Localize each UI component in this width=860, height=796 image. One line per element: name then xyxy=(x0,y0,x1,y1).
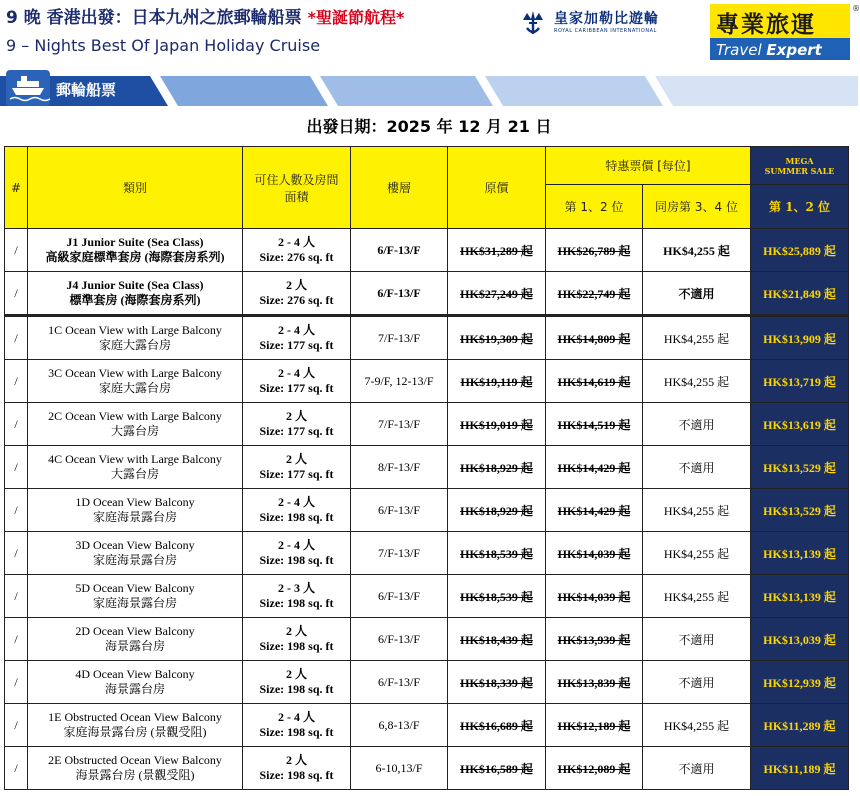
category-chinese: 家庭海景露台房 xyxy=(92,596,177,610)
mega-sale-price: HK$11,289 起 xyxy=(751,704,849,747)
title-english: 9 – Nights Best Of Japan Holiday Cruise xyxy=(6,36,321,55)
section-banner xyxy=(0,70,858,108)
ship-badge xyxy=(6,70,50,106)
deck-range: 7/F-13/F xyxy=(351,403,448,446)
special-price-guests-1-2: HK$14,429 起 xyxy=(546,446,643,489)
row-number: / xyxy=(5,360,28,403)
row-number: / xyxy=(5,403,28,446)
room-category xyxy=(28,272,243,316)
special-price-guests-3-4: HK$4,255 起 xyxy=(643,532,751,575)
mega-sale-price: HK$13,719 起 xyxy=(751,360,849,403)
original-price: HK$18,929 起 xyxy=(448,489,546,532)
table-row xyxy=(5,316,849,360)
row-number: / xyxy=(5,704,28,747)
category-english: 2E Obstructed Ocean View Balcony xyxy=(48,753,222,767)
category-chinese: 海景露台房 xyxy=(104,682,165,696)
agency-logo-chinese: 專業旅運 xyxy=(716,12,816,38)
category-english: 5D Ocean View Balcony xyxy=(75,581,195,595)
mega-sale-price: HK$13,619 起 xyxy=(751,403,849,446)
category-english: J1 Junior Suite (Sea Class) xyxy=(66,235,204,249)
table-row xyxy=(5,575,849,618)
mega-sale-price: HK$12,939 起 xyxy=(751,661,849,704)
category-english: J4 Junior Suite (Sea Class) xyxy=(66,278,204,292)
room-category xyxy=(28,229,243,272)
occupancy-people: 2 - 4 人 xyxy=(278,538,315,552)
special-price-guests-3-4: 不適用 xyxy=(643,747,751,790)
occupancy-size xyxy=(243,704,351,747)
mega-sale-price: HK$13,139 起 xyxy=(751,575,849,618)
original-price: HK$19,119 起 xyxy=(448,360,546,403)
category-chinese: 家庭海景露台房 xyxy=(92,553,177,567)
category-english: 1E Obstructed Ocean View Balcony xyxy=(48,710,222,724)
room-size: Size: 198 sq. ft xyxy=(259,682,334,696)
original-price: HK$18,339 起 xyxy=(448,661,546,704)
room-size: Size: 276 sq. ft xyxy=(259,250,334,264)
room-size: Size: 198 sq. ft xyxy=(259,768,334,782)
row-number: / xyxy=(5,575,28,618)
occupancy-people: 2 人 xyxy=(285,667,307,681)
table-row xyxy=(5,446,849,489)
occupancy-people: 2 - 4 人 xyxy=(278,710,315,724)
occupancy-size xyxy=(243,229,351,272)
occupancy-size xyxy=(243,575,351,618)
mega-sale-price: HK$21,849 起 xyxy=(751,272,849,316)
cruise-logo-subtitle: ROYAL CARIBBEAN INTERNATIONAL xyxy=(554,28,657,34)
occupancy-people: 2 人 xyxy=(285,278,307,292)
category-chinese: 海景露台房 (景觀受阻) xyxy=(75,768,195,782)
mega-sale-price: HK$11,189 起 xyxy=(751,747,849,790)
registered-mark: ® xyxy=(852,4,860,13)
occupancy-size xyxy=(243,272,351,316)
occupancy-people: 2 - 3 人 xyxy=(278,581,315,595)
row-number: / xyxy=(5,661,28,704)
table-row xyxy=(5,489,849,532)
room-category xyxy=(28,489,243,532)
special-price-guests-3-4: HK$4,255 起 xyxy=(643,704,751,747)
original-price: HK$16,689 起 xyxy=(448,704,546,747)
category-chinese: 家庭海景露台房 xyxy=(92,510,177,524)
deck-range: 6,8-13/F xyxy=(351,704,448,747)
special-price-guests-1-2: HK$14,429 起 xyxy=(546,489,643,532)
category-english: 1C Ocean View with Large Balcony xyxy=(48,323,222,337)
special-price-guests-3-4: 不適用 xyxy=(643,272,751,316)
special-price-guests-3-4: 不適用 xyxy=(643,618,751,661)
special-price-guests-1-2: HK$26,789 起 xyxy=(546,229,643,272)
original-price: HK$18,539 起 xyxy=(448,575,546,618)
header-special-guests-1-2: 第 1、2 位 xyxy=(546,185,643,229)
occupancy-people: 2 - 4 人 xyxy=(278,323,315,337)
mega-sale-price: HK$25,889 起 xyxy=(751,229,849,272)
category-chinese: 標準套房 (海際套房系列) xyxy=(69,293,201,307)
deck-range: 8/F-13/F xyxy=(351,446,448,489)
occupancy-size xyxy=(243,316,351,360)
table-row xyxy=(5,272,849,316)
category-english: 4C Ocean View with Large Balcony xyxy=(48,452,222,466)
special-price-guests-1-2: HK$14,039 起 xyxy=(546,575,643,618)
room-category xyxy=(28,316,243,360)
room-size: Size: 198 sq. ft xyxy=(259,725,334,739)
original-price: HK$19,019 起 xyxy=(448,403,546,446)
room-category xyxy=(28,532,243,575)
original-price: HK$18,929 起 xyxy=(448,446,546,489)
special-price-guests-1-2: HK$12,089 起 xyxy=(546,747,643,790)
occupancy-people: 2 人 xyxy=(285,452,307,466)
deck-range: 6-10,13/F xyxy=(351,747,448,790)
room-size: Size: 198 sq. ft xyxy=(259,596,334,610)
category-chinese: 家庭大露台房 xyxy=(98,381,171,395)
room-category xyxy=(28,403,243,446)
room-category xyxy=(28,360,243,403)
room-size: Size: 198 sq. ft xyxy=(259,510,334,524)
special-price-guests-3-4: HK$4,255 起 xyxy=(643,229,751,272)
special-price-guests-3-4: HK$4,255 起 xyxy=(643,360,751,403)
deck-range: 6/F-13/F xyxy=(351,575,448,618)
header-special-price: 特惠票價 [每位] xyxy=(546,147,751,185)
room-size: Size: 276 sq. ft xyxy=(259,293,334,307)
occupancy-size xyxy=(243,403,351,446)
special-price-guests-1-2: HK$22,749 起 xyxy=(546,272,643,316)
room-size: Size: 177 sq. ft xyxy=(259,467,334,481)
occupancy-size xyxy=(243,661,351,704)
special-price-guests-1-2: HK$14,809 起 xyxy=(546,316,643,360)
category-chinese: 家庭大露台房 xyxy=(98,338,171,352)
category-english: 1D Ocean View Balcony xyxy=(75,495,195,509)
deck-range: 7/F-13/F xyxy=(351,316,448,360)
room-category xyxy=(28,446,243,489)
row-number: / xyxy=(5,272,28,316)
agency-logo-travel: Travel xyxy=(716,41,762,59)
crown-anchor-icon xyxy=(518,8,548,38)
special-price-guests-1-2: HK$14,519 起 xyxy=(546,403,643,446)
royal-caribbean-logo xyxy=(518,8,678,38)
special-price-guests-3-4: HK$4,255 起 xyxy=(643,316,751,360)
deck-range: 6/F-13/F xyxy=(351,229,448,272)
row-number: / xyxy=(5,229,28,272)
table-row xyxy=(5,360,849,403)
deck-range: 6/F-13/F xyxy=(351,272,448,316)
special-price-guests-3-4: HK$4,255 起 xyxy=(643,575,751,618)
original-price: HK$19,309 起 xyxy=(448,316,546,360)
mega-sale-price: HK$13,529 起 xyxy=(751,446,849,489)
table-row xyxy=(5,747,849,790)
occupancy-size xyxy=(243,618,351,661)
room-category xyxy=(28,575,243,618)
header-deck: 樓層 xyxy=(351,147,448,229)
room-category xyxy=(28,747,243,790)
special-price-guests-1-2: HK$13,939 起 xyxy=(546,618,643,661)
departure-date: 出發日期：2025 年 12 月 21 日 xyxy=(306,117,552,136)
room-size: Size: 177 sq. ft xyxy=(259,424,334,438)
title-chinese-text: 9 晚 香港出發：日本九州之旅郵輪船票 xyxy=(6,8,302,28)
occupancy-people: 2 人 xyxy=(285,624,307,638)
header-mega-sale: MEGA SUMMER SALE xyxy=(751,147,849,185)
special-price-guests-1-2: HK$14,039 起 xyxy=(546,532,643,575)
agency-logo-expert: Expert xyxy=(766,41,822,59)
header-special-guests-3-4: 同房第 3、4 位 xyxy=(643,185,751,229)
original-price: HK$18,439 起 xyxy=(448,618,546,661)
room-size: Size: 177 sq. ft xyxy=(259,381,334,395)
row-number: / xyxy=(5,316,28,360)
agency-logo-english xyxy=(716,41,822,59)
occupancy-size xyxy=(243,489,351,532)
page-header xyxy=(0,0,858,68)
category-english: 3D Ocean View Balcony xyxy=(75,538,195,552)
special-price-guests-3-4: 不適用 xyxy=(643,403,751,446)
table-row xyxy=(5,532,849,575)
fare-table xyxy=(4,146,849,790)
row-number: / xyxy=(5,446,28,489)
occupancy-people: 2 - 4 人 xyxy=(278,366,315,380)
deck-range: 6/F-13/F xyxy=(351,489,448,532)
room-size: Size: 198 sq. ft xyxy=(259,553,334,567)
table-row xyxy=(5,403,849,446)
header-mega-guests-1-2: 第 1、2 位 xyxy=(751,185,849,229)
category-chinese: 高級家庭標準套房 (海際套房系列) xyxy=(45,250,225,264)
cruise-ship-icon xyxy=(6,70,50,106)
banner-label: 郵輪船票 xyxy=(56,81,117,99)
mega-sale-price: HK$13,139 起 xyxy=(751,532,849,575)
occupancy-people: 2 - 4 人 xyxy=(278,235,315,249)
row-number: / xyxy=(5,489,28,532)
title-chinese xyxy=(6,3,404,28)
room-size: Size: 177 sq. ft xyxy=(259,338,334,352)
header-occupancy: 可住人數及房間面積 xyxy=(243,147,351,229)
occupancy-size xyxy=(243,446,351,489)
occupancy-size xyxy=(243,747,351,790)
original-price: HK$18,539 起 xyxy=(448,532,546,575)
cruise-logo-name: 皇家加勒比遊輪 xyxy=(554,11,659,27)
fare-table-body xyxy=(5,229,849,790)
occupancy-people: 2 - 4 人 xyxy=(278,495,315,509)
table-row xyxy=(5,704,849,747)
room-category xyxy=(28,618,243,661)
special-price-guests-1-2: HK$12,189 起 xyxy=(546,704,643,747)
header-num: # xyxy=(5,147,28,229)
category-english: 3C Ocean View with Large Balcony xyxy=(48,366,222,380)
banner-stripes xyxy=(0,70,858,108)
occupancy-people: 2 人 xyxy=(285,409,307,423)
original-price: HK$31,289 起 xyxy=(448,229,546,272)
deck-range: 6/F-13/F xyxy=(351,661,448,704)
table-row xyxy=(5,661,849,704)
row-number: / xyxy=(5,747,28,790)
category-english: 2D Ocean View Balcony xyxy=(75,624,195,638)
category-english: 4D Ocean View Balcony xyxy=(75,667,195,681)
room-category xyxy=(28,704,243,747)
header-category: 類別 xyxy=(28,147,243,229)
category-english: 2C Ocean View with Large Balcony xyxy=(48,409,222,423)
table-row xyxy=(5,618,849,661)
mega-sale-price: HK$13,039 起 xyxy=(751,618,849,661)
deck-range: 6/F-13/F xyxy=(351,618,448,661)
travel-expert-logo xyxy=(710,4,860,59)
special-price-guests-3-4: HK$4,255 起 xyxy=(643,489,751,532)
category-chinese: 大露台房 xyxy=(110,467,159,481)
original-price: HK$16,589 起 xyxy=(448,747,546,790)
special-price-guests-1-2: HK$14,619 起 xyxy=(546,360,643,403)
occupancy-people: 2 人 xyxy=(285,753,307,767)
mega-sale-price: HK$13,909 起 xyxy=(751,316,849,360)
deck-range: 7-9/F, 12-13/F xyxy=(351,360,448,403)
category-chinese: 家庭海景露台房 (景觀受阻) xyxy=(63,725,207,739)
header-original-price: 原價 xyxy=(448,147,546,229)
special-price-guests-3-4: 不適用 xyxy=(643,446,751,489)
special-price-guests-1-2: HK$13,839 起 xyxy=(546,661,643,704)
deck-range: 7/F-13/F xyxy=(351,532,448,575)
original-price: HK$27,249 起 xyxy=(448,272,546,316)
room-category xyxy=(28,661,243,704)
occupancy-size xyxy=(243,360,351,403)
special-price-guests-3-4: 不適用 xyxy=(643,661,751,704)
mega-sale-price: HK$13,529 起 xyxy=(751,489,849,532)
category-chinese: 大露台房 xyxy=(110,424,159,438)
table-row xyxy=(5,229,849,272)
christmas-tag: *聖誕節航程* xyxy=(307,8,405,27)
room-size: Size: 198 sq. ft xyxy=(259,639,334,653)
row-number: / xyxy=(5,618,28,661)
category-chinese: 海景露台房 xyxy=(104,639,165,653)
occupancy-size xyxy=(243,532,351,575)
row-number: / xyxy=(5,532,28,575)
